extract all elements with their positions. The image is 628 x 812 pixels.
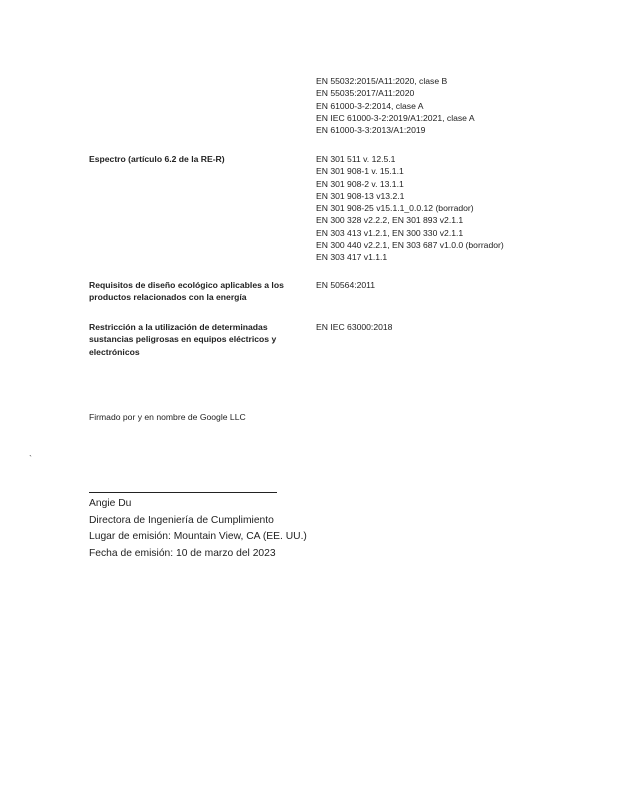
standard-item: EN 300 328 v2.2.2, EN 301 893 v2.1.1 xyxy=(316,215,464,226)
standard-item: EN 301 908-13 v13.2.1 xyxy=(316,190,405,201)
rohs-label: Restricción a la utilización de determinadas sustancias peligrosas en equipos eléctricos y electrónicos xyxy=(89,322,277,357)
standard-item: EN 301 908-2 v. 13.1.1 xyxy=(316,178,404,189)
issue-date: Fecha de emisión: 10 de marzo del 2023 xyxy=(89,547,276,559)
signature-block xyxy=(89,496,307,562)
standard-item: EN 55032:2015/A11:2020, clase B xyxy=(316,76,448,86)
standard-item: EN 301 511 v. 12.5.1 xyxy=(316,154,396,164)
standard-item: EN 301 908-1 v. 15.1.1 xyxy=(316,166,404,177)
standard-item: EN 303 417 v1.1.1 xyxy=(316,252,388,263)
ecodesign-standards-list xyxy=(316,279,375,291)
signature-line xyxy=(89,492,277,493)
signed-on-behalf-text: Firmado por y en nombre de Google LLC xyxy=(89,412,246,422)
ecodesign-label: Requisitos de diseño ecológico aplicables a los productos relacionados con la energía xyxy=(89,280,284,303)
signatory-name: Angie Du xyxy=(89,498,132,509)
stray-mark: ` xyxy=(29,454,32,464)
spectrum-label: Espectro (artículo 6.2 de la RE-R) xyxy=(89,154,225,164)
standard-item: EN 300 440 v2.2.1, EN 303 687 v1.0.0 (borrador) xyxy=(316,240,504,251)
spectrum-standards-list xyxy=(316,153,504,264)
standard-item: EN 61000-3-3:2013/A1:2019 xyxy=(316,125,426,136)
standard-item: EN 55035:2017/A11:2020 xyxy=(316,88,415,99)
standard-item: EN IEC 61000-3-2:2019/A1:2021, clase A xyxy=(316,112,475,123)
standard-item: EN 61000-3-2:2014, clase A xyxy=(316,100,424,111)
rohs-standards-list xyxy=(316,321,392,333)
standard-item: EN IEC 63000:2018 xyxy=(316,322,393,332)
standard-item: EN 301 908-25 v15.1.1_0.0.12 (borrador) xyxy=(316,203,474,214)
emc-standards-list xyxy=(316,75,475,136)
standard-item: EN 50564:2011 xyxy=(316,280,376,290)
signatory-title: Directora de Ingeniería de Cumplimiento xyxy=(89,514,274,526)
standard-item: EN 303 413 v1.2.1, EN 300 330 v2.1.1 xyxy=(316,227,464,238)
issue-place: Lugar de emisión: Mountain View, CA (EE. UU.) xyxy=(89,531,307,542)
